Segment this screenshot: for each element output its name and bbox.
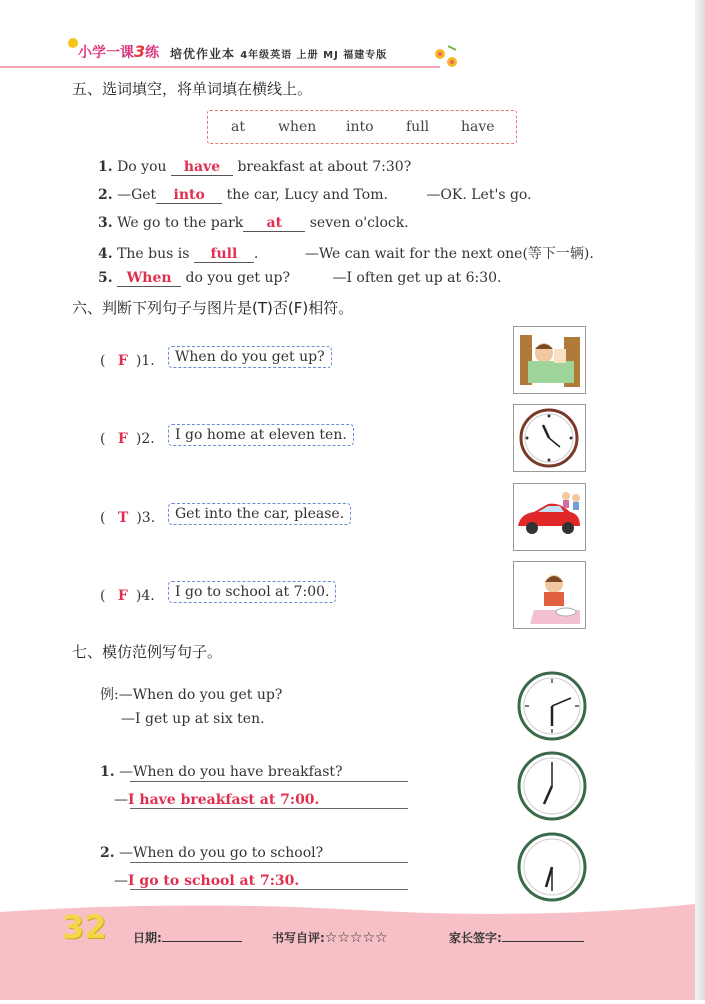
writing-line [130,808,408,809]
clock-item-1 [516,750,588,822]
fill-item-4: 4. The bus is full . —We can wait for the next one(等下一辆). [98,246,594,262]
series-logo: 小学一课3练 [78,42,160,61]
header-divider [0,66,440,68]
tf-answer[interactable]: F [117,588,128,604]
writing-line [130,781,408,782]
writing-line [130,862,408,863]
section5-title: 五、选词填空，将单词填在横线上。 [72,80,313,98]
clock-picture [513,404,586,472]
tf-item-2: ( F )2. [100,431,155,447]
fill-item-1: 1. Do you have breakfast at about 7:30? [98,159,412,175]
star-decoration-icon [68,38,78,48]
word-bank-item: into [346,119,374,135]
write-item-1-question: 1. —When do you have breakfast? [100,764,343,780]
tf-item-1: ( F )1. [100,353,155,369]
tf-sentence-4: I go to school at 7:00. [168,581,336,603]
answer-blank[interactable]: When [117,270,181,287]
word-bank-item: full [406,119,430,135]
write-item-1-answer[interactable]: —I have breakfast at 7:00. [114,792,320,808]
writing-line [130,889,408,890]
example-question: 例:—When do you get up? [100,687,283,703]
answer-blank[interactable]: at [243,215,305,232]
word-bank-item: when [278,119,317,135]
date-field[interactable]: 日期: [133,929,242,946]
book-title: 培优作业本 4年级英语 上册 MJ 福建专版 [170,47,388,61]
tf-answer[interactable]: T [117,510,129,526]
section6-title: 六、判断下列句子与图片是(T)否(F)相符。 [72,299,354,317]
page-edge [695,0,705,1000]
picture-boy-eating [513,561,586,629]
picture-red-car [513,483,586,551]
word-bank [207,110,517,144]
answer-blank[interactable]: into [156,187,222,204]
tf-sentence-2: I go home at eleven ten. [168,424,354,446]
tf-item-3: ( T )3. [100,510,156,526]
answer-blank[interactable]: have [171,159,233,176]
self-evaluation: 书写自评:☆☆☆☆☆ [272,930,388,946]
word-bank-item: have [461,119,495,135]
word-bank-item: at [231,119,245,135]
clock-example [516,670,588,742]
parent-signature-field[interactable]: 家长签字: [449,929,584,946]
tf-sentence-1: When do you get up? [168,346,332,368]
write-item-2-answer[interactable]: —I go to school at 7:30. [114,873,300,889]
section7-title: 七、模仿范例写句子。 [72,643,223,661]
rating-stars[interactable]: ☆☆☆☆☆ [324,930,388,946]
page-number: 32 [62,908,107,946]
write-item-2-question: 2. —When do you go to school? [100,845,324,861]
tf-answer[interactable]: F [117,353,128,369]
tf-item-4: ( F )4. [100,588,155,604]
example-answer: —I get up at six ten. [121,711,265,727]
picture-boy-in-bed [513,326,586,394]
answer-blank[interactable]: full [194,246,254,263]
tf-answer[interactable]: F [117,431,128,447]
tf-sentence-3: Get into the car, please. [168,503,351,525]
fill-item-3: 3. We go to the park at seven o'clock. [98,215,409,231]
fill-item-5: 5. When do you get up? —I often get up at 6:30. [98,270,502,286]
clock-item-2 [516,831,588,903]
fill-item-2: 2. —Get into the car, Lucy and Tom. —OK. Let's go. [98,187,532,203]
